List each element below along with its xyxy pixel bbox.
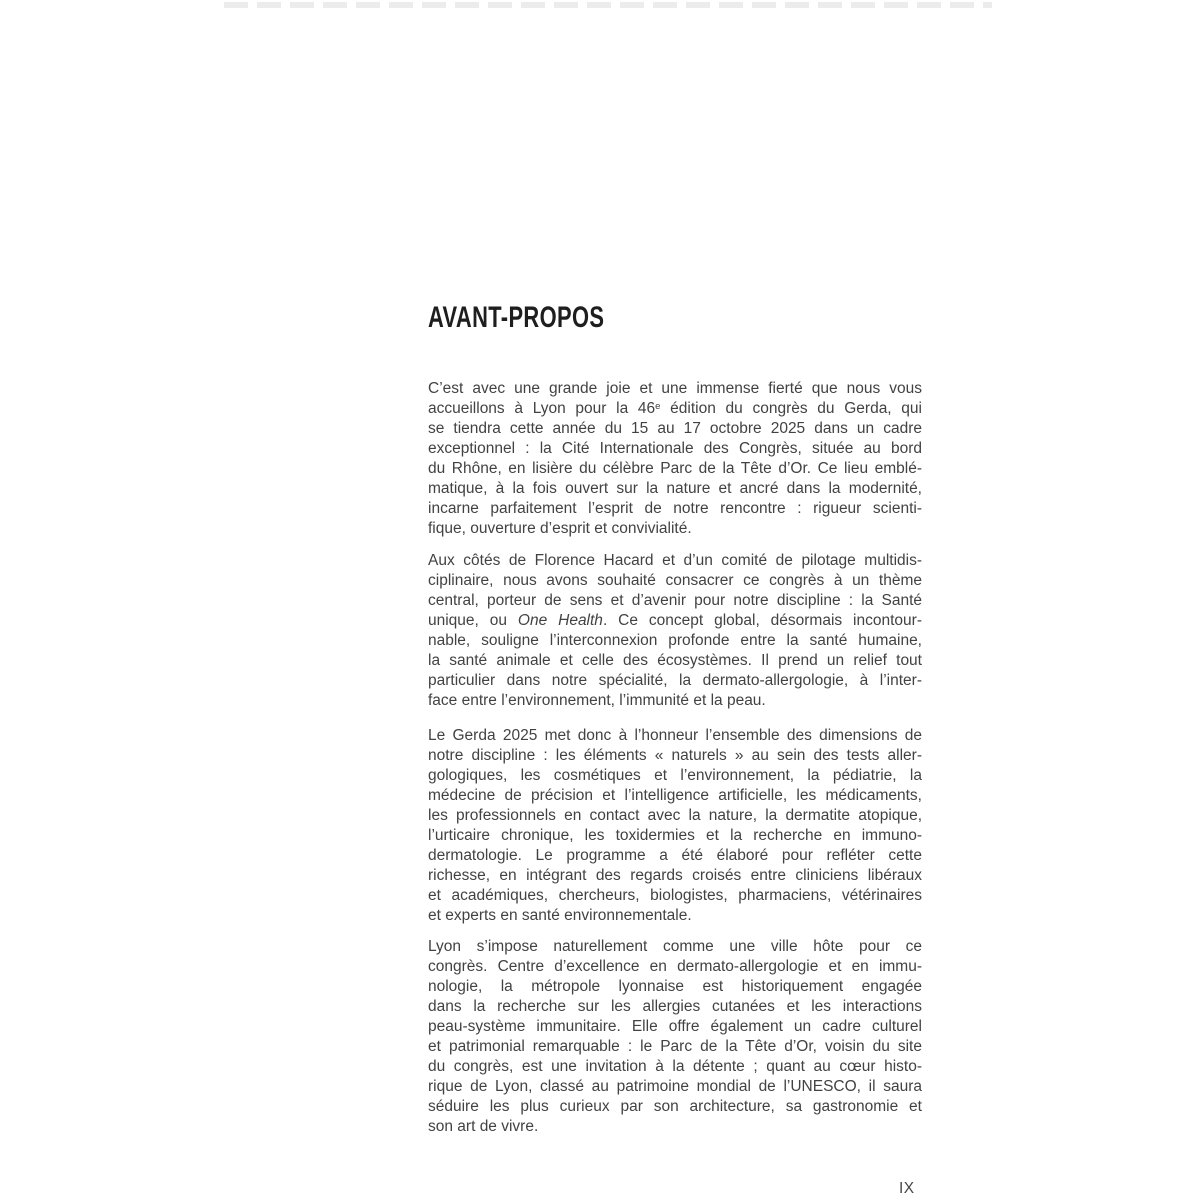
- text-line: nologie, la métropole lyonnaise est historiquement engagée: [428, 978, 922, 995]
- text-line: et académiques, chercheurs, biologistes, pharmaciens, vétérinaires: [428, 887, 922, 904]
- text-line: [428, 399, 922, 419]
- italic-term: One Health: [517, 612, 603, 629]
- text-line: central, porteur de sens et d’avenir pour notre discipline : la Santé: [428, 592, 922, 609]
- text-line: [428, 611, 922, 631]
- text-line: fique, ouverture d’esprit et convivialité.: [428, 520, 692, 537]
- text-line: C’est avec une grande joie et une immense fierté que nous vous: [428, 380, 922, 397]
- text-line: Lyon s’impose naturellement comme une ville hôte pour ce: [428, 938, 922, 955]
- paragraph-1: [428, 379, 922, 539]
- text-line: du Rhône, en lisière du célèbre Parc de la Tête d’Or. Ce lieu emblé-: [428, 460, 922, 477]
- text-line: notre discipline : les éléments « naturels » au sein des tests aller-: [428, 747, 922, 764]
- text-line: la santé animale et celle des écosystèmes. Il prend un relief tout: [428, 652, 922, 669]
- page-title: AVANT-PROPOS: [428, 301, 605, 334]
- text-line: incarne parfaitement l’esprit de notre rencontre : rigueur scienti-: [428, 500, 922, 517]
- text-line: gologiques, les cosmétiques et l’environnement, la pédiatrie, la: [428, 767, 922, 784]
- text-line: richesse, en intégrant des regards croisés entre cliniciens libéraux: [428, 867, 922, 884]
- text-line: face entre l’environnement, l’immunité et la peau.: [428, 692, 766, 709]
- text-line: rique de Lyon, classé au patrimoine mondial de l’UNESCO, il saura: [428, 1078, 922, 1095]
- text-line: Le Gerda 2025 met donc à l’honneur l’ensemble des dimensions de: [428, 727, 922, 744]
- page-edge-dashed-line: [224, 2, 992, 8]
- text-line: ciplinaire, nous avons souhaité consacrer ce congrès à un thème: [428, 572, 922, 589]
- paragraph-4: [428, 937, 922, 1137]
- text-line: dans la recherche sur les allergies cutanées et les interactions: [428, 998, 922, 1015]
- text-line: médecine de précision et l’intelligence artificielle, les médicaments,: [428, 787, 922, 804]
- text-line: séduire les plus curieux par son architecture, sa gastronomie et: [428, 1098, 922, 1115]
- text-line: dermatologie. Le programme a été élaboré pour refléter cette: [428, 847, 922, 864]
- text-line: congrès. Centre d’excellence en dermato-allergologie et en immu-: [428, 958, 922, 975]
- text-line: matique, à la fois ouvert sur la nature et ancré dans la modernité,: [428, 480, 922, 497]
- text-line: peau-système immunitaire. Elle offre également un cadre culturel: [428, 1018, 922, 1035]
- text-line: et patrimonial remarquable : le Parc de la Tête d’Or, voisin du site: [428, 1038, 922, 1055]
- foreword-text-block: [428, 379, 922, 1149]
- paragraph-2: [428, 551, 922, 711]
- text-line: nable, souligne l’interconnexion profonde entre la santé humaine,: [428, 632, 922, 649]
- text-line: du congrès, est une invitation à la détente ; quant au cœur histo-: [428, 1058, 922, 1075]
- text-line: se tiendra cette année du 15 au 17 octobre 2025 dans un cadre: [428, 420, 922, 437]
- line-segment: accueillons à Lyon pour la 46: [428, 400, 656, 417]
- text-line: les professionnels en contact avec la nature, la dermatite atopique,: [428, 807, 922, 824]
- page-number: IX: [899, 1180, 915, 1197]
- text-line: Aux côtés de Florence Hacard et d’un comité de pilotage multidis-: [428, 552, 922, 569]
- text-line: particulier dans notre spécialité, la dermato-allergologie, à l’inter-: [428, 672, 922, 689]
- text-line: et experts en santé environnementale.: [428, 907, 692, 924]
- line-segment: unique, ou: [428, 612, 518, 629]
- text-line: son art de vivre.: [428, 1118, 539, 1135]
- paragraph-3: [428, 726, 922, 926]
- line-segment: . Ce concept global, désormais incontour-: [602, 612, 922, 629]
- line-segment: édition du congrès du Gerda, qui: [660, 400, 922, 417]
- text-line: l’urticaire chronique, les toxidermies et la recherche en immuno-: [428, 827, 922, 844]
- ordinal-superscript: e: [655, 400, 661, 412]
- text-line: exceptionnel : la Cité Internationale des Congrès, située au bord: [428, 440, 922, 457]
